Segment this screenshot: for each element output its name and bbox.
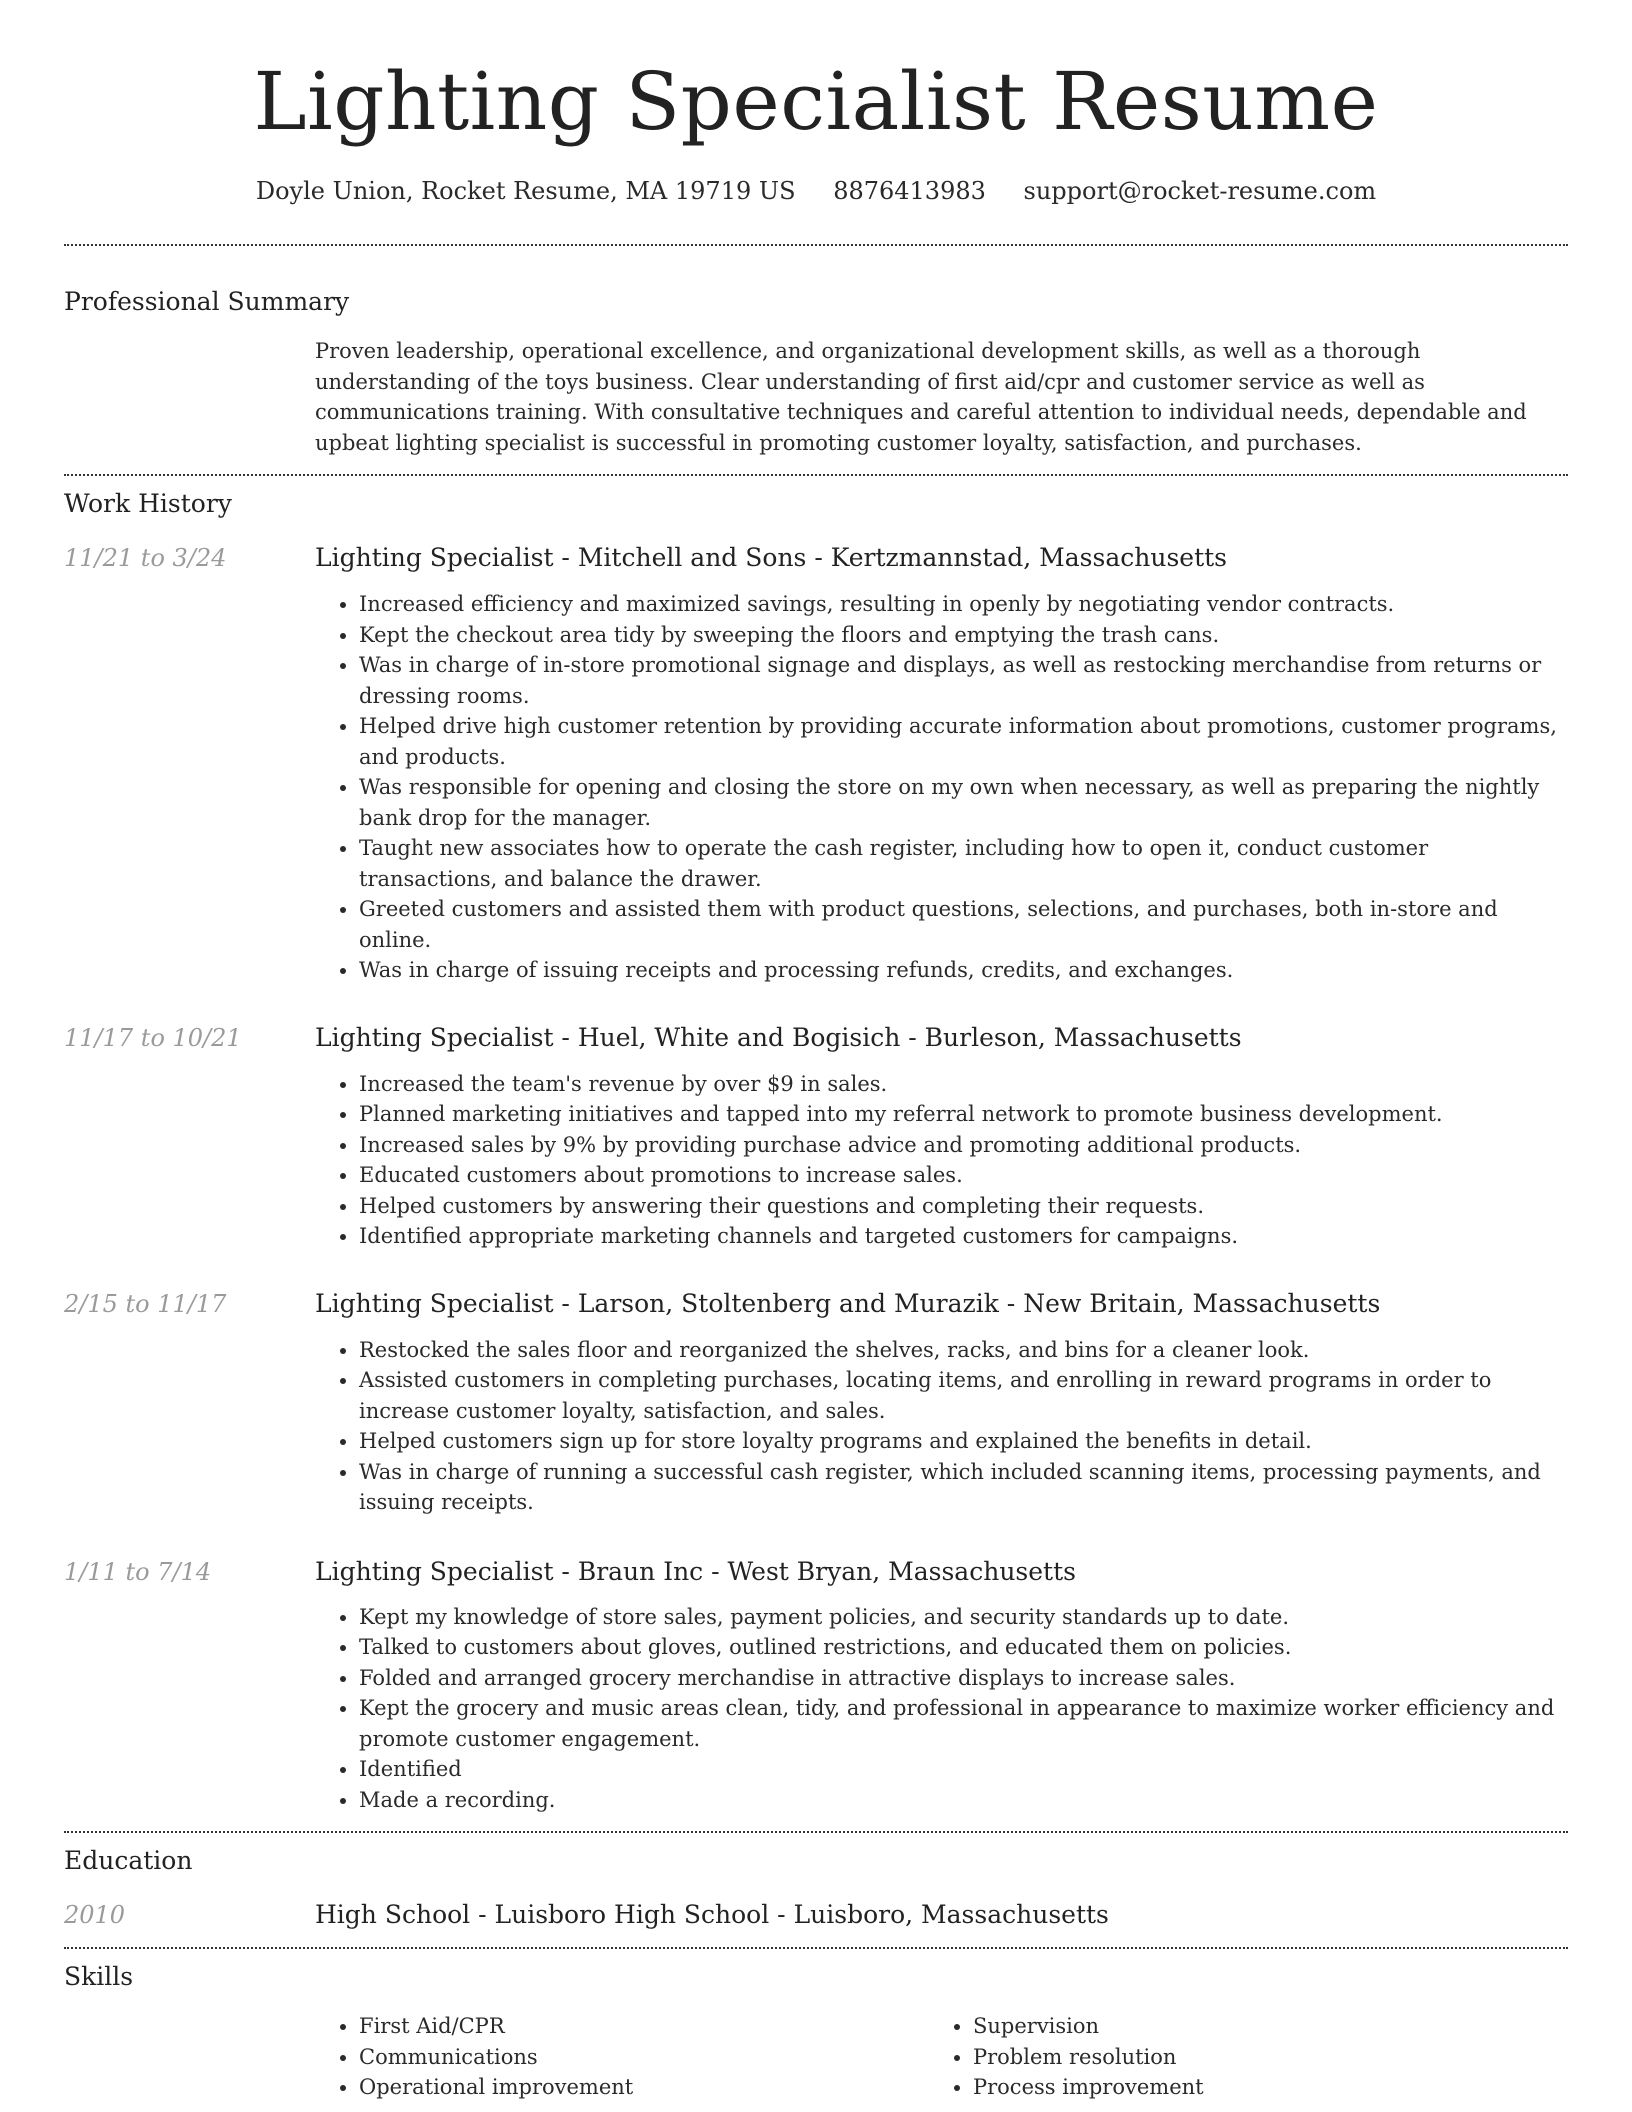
list-item: • Helped customers by answering their questions and completing their requests. [359, 1191, 1568, 1222]
list-item: • Taught new associates how to operate the cash register, including how to open it, conduct customer transactions, and balance the drawer. [359, 833, 1568, 894]
list-item: • Folded and arranged grocery merchandise in attractive displays to increase sales. [359, 1663, 1568, 1694]
skills-list-right [929, 2011, 1543, 2103]
job-bullets [315, 1069, 1568, 1252]
list-item: • Was in charge of issuing receipts and processing refunds, credits, and exchanges. [359, 955, 1568, 986]
job-dates: 11/21 to 3/24 [64, 544, 227, 572]
job-entry [64, 1556, 1568, 1816]
job-entry [64, 542, 1568, 986]
list-item: • Helped drive high customer retention by providing accurate information about promotions, customer programs, and products. [359, 711, 1568, 772]
skill-item: • Process improvement [973, 2072, 1543, 2103]
list-item: • Restocked the sales floor and reorganized the shelves, racks, and bins for a cleaner look. [359, 1335, 1568, 1366]
job-bullets [315, 1602, 1568, 1816]
list-item: • Identified appropriate marketing channels and targeted customers for campaigns. [359, 1221, 1568, 1252]
resume-title: Lighting Specialist Resume [253, 55, 1379, 148]
list-item: • Increased sales by 9% by providing purchase advice and promoting additional products. [359, 1130, 1568, 1161]
list-item: • Educated customers about promotions to increase sales. [359, 1160, 1568, 1191]
list-item: • Made a recording. [359, 1785, 1568, 1816]
job-entry [64, 1288, 1568, 1518]
section-title-summary: Professional Summary [64, 287, 350, 316]
job-bullets [315, 1335, 1568, 1518]
job-dates: 1/11 to 7/14 [64, 1557, 212, 1586]
list-item: • Talked to customers about gloves, outlined restrictions, and educated them on policies. [359, 1632, 1568, 1663]
list-item: • Was responsible for opening and closing the store on my own when necessary, as well as preparing the nightly bank drop for the manager. [359, 772, 1568, 833]
divider [64, 1947, 1568, 1949]
list-item: • Was in charge of in-store promotional signage and displays, as well as restocking merchandise from returns or dressing rooms. [359, 650, 1568, 711]
list-item: • Increased the team's revenue by over $9 in sales. [359, 1069, 1568, 1100]
list-item: • Was in charge of running a successful cash register, which included scanning items, processing payments, and issuing receipts. [359, 1457, 1568, 1518]
job-title: Lighting Specialist - Mitchell and Sons - Kertzmannstad, Massachusetts [315, 543, 1227, 572]
contact-phone: 8876413983 [833, 177, 986, 205]
section-title-education: Education [64, 1846, 193, 1875]
contact-email: support@rocket-resume.com [1023, 177, 1377, 205]
job-body [315, 1556, 1568, 1816]
education-date: 2010 [64, 1901, 126, 1929]
list-item: • Kept the grocery and music areas clean, tidy, and professional in appearance to maximize worker efficiency and promote customer engagement. [359, 1693, 1568, 1754]
list-item: • Helped customers sign up for store loyalty programs and explained the benefits in detail. [359, 1426, 1568, 1457]
education-title: High School - Luisboro High School - Luisboro, Massachusetts [315, 1900, 1109, 1929]
skill-item: • Communications [359, 2042, 929, 2073]
job-body [315, 542, 1568, 986]
skill-item: • Supervision [973, 2011, 1543, 2042]
list-item: • Planned marketing initiatives and tapped into my referral network to promote business development. [359, 1099, 1568, 1130]
section-title-work-history: Work History [64, 489, 232, 518]
skill-item: • Problem resolution [973, 2042, 1543, 2073]
job-title: Lighting Specialist - Huel, White and Bogisich - Burleson, Massachusetts [315, 1022, 1242, 1052]
job-dates: 11/17 to 10/21 [64, 1023, 242, 1052]
job-entry [64, 1022, 1568, 1252]
divider [64, 244, 1568, 246]
divider [64, 474, 1568, 476]
skills-list-left [315, 2011, 929, 2103]
list-item: • Assisted customers in completing purchases, locating items, and enrolling in reward programs in order to increase customer loyalty, satisfaction, and sales. [359, 1365, 1568, 1426]
job-dates: 2/15 to 11/17 [64, 1289, 227, 1318]
contact-line [64, 176, 1568, 206]
list-item: • Identified [359, 1754, 1568, 1785]
job-title: Lighting Specialist - Braun Inc - West Bryan, Massachusetts [315, 1556, 1076, 1586]
job-bullets [315, 589, 1568, 986]
list-item: • Kept the checkout area tidy by sweeping the floors and emptying the trash cans. [359, 620, 1568, 651]
job-body [315, 1022, 1568, 1252]
divider [64, 1831, 1568, 1833]
list-item: • Kept my knowledge of store sales, payment policies, and security standards up to date. [359, 1602, 1568, 1633]
job-title: Lighting Specialist - Larson, Stoltenberg and Murazik - New Britain, Massachusetts [315, 1288, 1381, 1318]
skills-columns [315, 2011, 1568, 2103]
contact-address: Doyle Union, Rocket Resume, MA 19719 US [255, 177, 796, 205]
section-title-skills: Skills [64, 1962, 134, 1991]
skill-item: • Operational improvement [359, 2072, 929, 2103]
education-body [315, 1899, 1568, 1931]
list-item: • Greeted customers and assisted them with product questions, selections, and purchases, both in-store and online. [359, 894, 1568, 955]
skill-item: • First Aid/CPR [359, 2011, 929, 2042]
list-item: • Increased efficiency and maximized savings, resulting in openly by negotiating vendor contracts. [359, 589, 1568, 620]
summary-text: Proven leadership, operational excellence, and organizational development skills, as well as a thorough understanding of the toys business. Clear understanding of first aid/cpr and customer service as well as communications training. With consultative techniques and careful attention to individual needs, dependable and upbeat lighting specialist is successful in promoting customer loyalty, satisfaction, and purchases. [315, 339, 1527, 455]
education-entry [64, 1899, 1568, 1931]
job-body [315, 1288, 1568, 1518]
